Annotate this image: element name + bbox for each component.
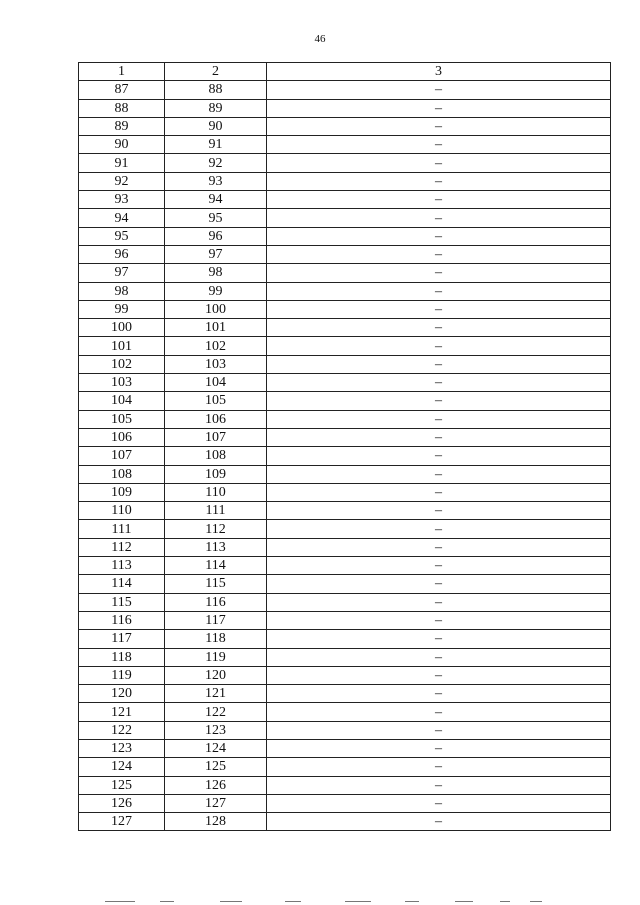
table-body: [79, 63, 611, 831]
table-cell-col3: –: [267, 483, 611, 501]
table-row: [79, 776, 611, 794]
table-row: [79, 538, 611, 556]
table-row: [79, 99, 611, 117]
table-cell-col3: –: [267, 575, 611, 593]
table-cell-col2: 88: [165, 81, 267, 99]
table-row: [79, 520, 611, 538]
table-row: [79, 282, 611, 300]
table-cell-col3: –: [267, 447, 611, 465]
table-cell-col3: –: [267, 520, 611, 538]
table-cell-col1: 119: [79, 666, 165, 684]
table-cell-col2: 114: [165, 557, 267, 575]
table-cell-col1: 103: [79, 374, 165, 392]
table-cell-col2: 126: [165, 776, 267, 794]
table-cell-col2: 110: [165, 483, 267, 501]
table-cell-col1: 126: [79, 794, 165, 812]
table-row: [79, 117, 611, 135]
table-cell-col1: 102: [79, 355, 165, 373]
table-cell-col2: 91: [165, 136, 267, 154]
table-row: [79, 319, 611, 337]
table-cell-col1: 125: [79, 776, 165, 794]
table-cell-col1: 109: [79, 483, 165, 501]
table-row: [79, 392, 611, 410]
table-cell-col2: 93: [165, 172, 267, 190]
table-cell-col1: 94: [79, 209, 165, 227]
table-cell-col3: –: [267, 300, 611, 318]
table-cell-col1: 110: [79, 502, 165, 520]
table-cell-col3: –: [267, 593, 611, 611]
table-cell-col3: –: [267, 721, 611, 739]
table-row: [79, 337, 611, 355]
table-cell-col2: 98: [165, 264, 267, 282]
table-row: [79, 172, 611, 190]
table-cell-col1: 111: [79, 520, 165, 538]
table-row: [79, 300, 611, 318]
table-cell-col2: 102: [165, 337, 267, 355]
table-cell-col3: –: [267, 410, 611, 428]
table-cell-col2: 99: [165, 282, 267, 300]
table-row: [79, 739, 611, 757]
table-cell-col1: 98: [79, 282, 165, 300]
table-row: [79, 721, 611, 739]
page-number: 46: [314, 33, 326, 45]
table-cell-col1: 124: [79, 758, 165, 776]
table-cell-col2: 128: [165, 813, 267, 831]
table-cell-col2: 113: [165, 538, 267, 556]
table-cell-col2: 120: [165, 666, 267, 684]
table-cell-col3: –: [267, 666, 611, 684]
table-cell-col1: 108: [79, 465, 165, 483]
table-row: [79, 813, 611, 831]
table-row: [79, 611, 611, 629]
table-cell-col2: 103: [165, 355, 267, 373]
table-cell-col2: 118: [165, 630, 267, 648]
table-row: [79, 465, 611, 483]
table-row: [79, 685, 611, 703]
table-row: [79, 703, 611, 721]
table-row: [79, 136, 611, 154]
table-cell-col2: 109: [165, 465, 267, 483]
table-row: [79, 483, 611, 501]
table-cell-col2: 108: [165, 447, 267, 465]
table-cell-col2: 121: [165, 685, 267, 703]
table-cell-col1: 127: [79, 813, 165, 831]
table-row: [79, 557, 611, 575]
table-cell-col1: 89: [79, 117, 165, 135]
table-cell-col1: 114: [79, 575, 165, 593]
table-row: [79, 227, 611, 245]
table-cell-col3: –: [267, 319, 611, 337]
table-cell-col2: 95: [165, 209, 267, 227]
table-cell-col2: 101: [165, 319, 267, 337]
table-row: [79, 81, 611, 99]
table-cell-col3: –: [267, 685, 611, 703]
table-cell-col2: 112: [165, 520, 267, 538]
table-row: [79, 666, 611, 684]
table-cell-col3: –: [267, 117, 611, 135]
data-table: [78, 62, 611, 831]
table-row: [79, 410, 611, 428]
table-cell-col2: 115: [165, 575, 267, 593]
table-row: [79, 264, 611, 282]
header-cell-col3: 3: [267, 63, 611, 81]
table-cell-col3: –: [267, 264, 611, 282]
table-cell-col3: –: [267, 794, 611, 812]
table-cell-col1: 118: [79, 648, 165, 666]
table-row: [79, 245, 611, 263]
table-cell-col3: –: [267, 703, 611, 721]
table-cell-col1: 112: [79, 538, 165, 556]
table-cell-col1: 101: [79, 337, 165, 355]
table-cell-col1: 99: [79, 300, 165, 318]
table-cell-col2: 116: [165, 593, 267, 611]
table-cell-col3: –: [267, 99, 611, 117]
table-row: [79, 502, 611, 520]
table-cell-col1: 96: [79, 245, 165, 263]
table-cell-col3: –: [267, 191, 611, 209]
table-row: [79, 355, 611, 373]
table-cell-col1: 115: [79, 593, 165, 611]
table-cell-col1: 117: [79, 630, 165, 648]
table-cell-col1: 121: [79, 703, 165, 721]
table-cell-col1: 88: [79, 99, 165, 117]
table-cell-col3: –: [267, 81, 611, 99]
table-cell-col2: 89: [165, 99, 267, 117]
table-cell-col1: 123: [79, 739, 165, 757]
table-row: [79, 428, 611, 446]
table-cell-col3: –: [267, 428, 611, 446]
table-cell-col1: 90: [79, 136, 165, 154]
table-cell-col2: 90: [165, 117, 267, 135]
table-cell-col3: –: [267, 611, 611, 629]
table-row: [79, 758, 611, 776]
table-cell-col3: –: [267, 758, 611, 776]
table-cell-col3: –: [267, 776, 611, 794]
table-cell-col3: –: [267, 337, 611, 355]
table-cell-col3: –: [267, 630, 611, 648]
table-cell-col1: 104: [79, 392, 165, 410]
table-cell-col2: 107: [165, 428, 267, 446]
table-cell-col1: 91: [79, 154, 165, 172]
table-cell-col3: –: [267, 227, 611, 245]
table-row: [79, 154, 611, 172]
table-cell-col1: 105: [79, 410, 165, 428]
table-cell-col2: 124: [165, 739, 267, 757]
table-cell-col3: –: [267, 245, 611, 263]
table-row: [79, 630, 611, 648]
table-cell-col3: –: [267, 154, 611, 172]
table-row: [79, 447, 611, 465]
table-cell-col2: 100: [165, 300, 267, 318]
table-cell-col2: 94: [165, 191, 267, 209]
table-row: [79, 794, 611, 812]
table-cell-col2: 106: [165, 410, 267, 428]
table-cell-col2: 111: [165, 502, 267, 520]
table-row: [79, 648, 611, 666]
table-cell-col3: –: [267, 739, 611, 757]
table-cell-col1: 106: [79, 428, 165, 446]
table-cell-col1: 97: [79, 264, 165, 282]
table-row: [79, 191, 611, 209]
table-cell-col3: –: [267, 374, 611, 392]
table-cell-col2: 117: [165, 611, 267, 629]
table-row: [79, 374, 611, 392]
table-cell-col3: –: [267, 172, 611, 190]
table-cell-col3: –: [267, 502, 611, 520]
table-cell-col2: 105: [165, 392, 267, 410]
table-header-row: [79, 63, 611, 81]
table-cell-col2: 97: [165, 245, 267, 263]
table-cell-col3: –: [267, 648, 611, 666]
table-cell-col2: 119: [165, 648, 267, 666]
table-cell-col1: 107: [79, 447, 165, 465]
table-cell-col2: 92: [165, 154, 267, 172]
table-row: [79, 593, 611, 611]
table-cell-col3: –: [267, 465, 611, 483]
table-cell-col1: 95: [79, 227, 165, 245]
table-cell-col3: –: [267, 209, 611, 227]
table-cell-col3: –: [267, 538, 611, 556]
header-cell-col2: 2: [165, 63, 267, 81]
table-cell-col2: 123: [165, 721, 267, 739]
table-cell-col1: 93: [79, 191, 165, 209]
table-cell-col3: –: [267, 392, 611, 410]
table-cell-col3: –: [267, 136, 611, 154]
table-cell-col3: –: [267, 813, 611, 831]
table-cell-col1: 87: [79, 81, 165, 99]
table-cell-col3: –: [267, 557, 611, 575]
table-cell-col2: 122: [165, 703, 267, 721]
table-cell-col2: 96: [165, 227, 267, 245]
table-row: [79, 209, 611, 227]
table-cell-col1: 100: [79, 319, 165, 337]
table-row: [79, 575, 611, 593]
table-cell-col3: –: [267, 355, 611, 373]
table-cell-col2: 125: [165, 758, 267, 776]
table-cell-col1: 113: [79, 557, 165, 575]
header-cell-col1: 1: [79, 63, 165, 81]
table-cell-col2: 104: [165, 374, 267, 392]
table-cell-col1: 122: [79, 721, 165, 739]
scan-footer-marks: [100, 901, 560, 903]
table-cell-col2: 127: [165, 794, 267, 812]
table-cell-col3: –: [267, 282, 611, 300]
table-cell-col1: 116: [79, 611, 165, 629]
table-cell-col1: 120: [79, 685, 165, 703]
table-cell-col1: 92: [79, 172, 165, 190]
